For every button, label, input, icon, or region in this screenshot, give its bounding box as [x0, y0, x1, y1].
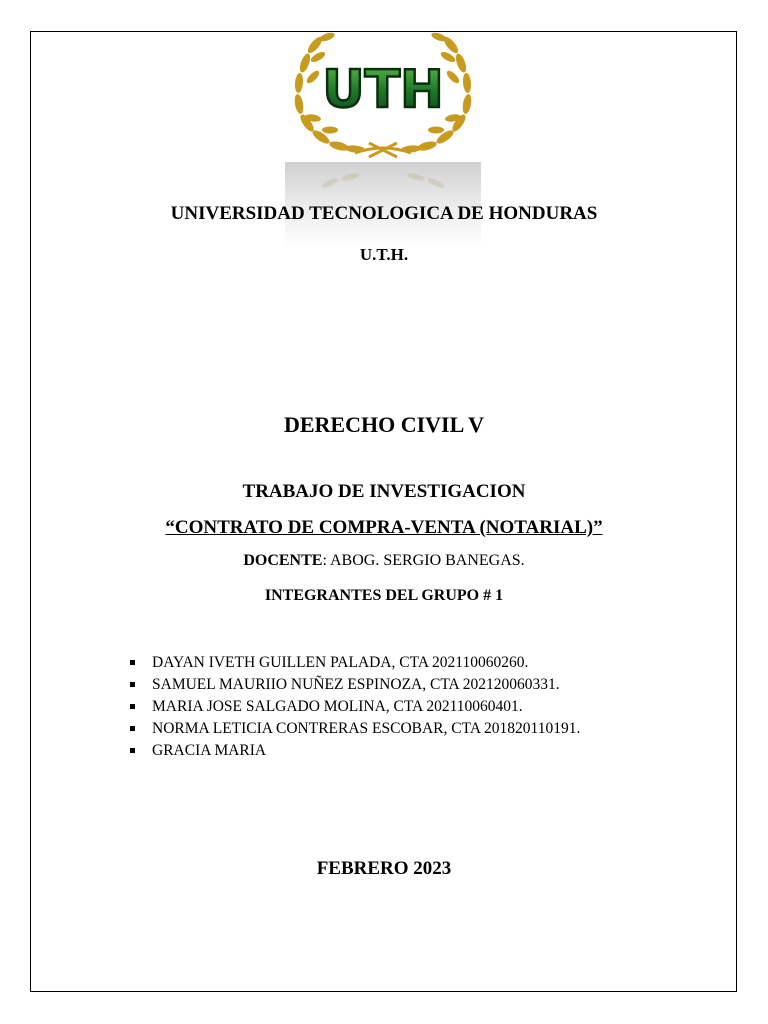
date: FEBRERO 2023	[316, 858, 452, 879]
university-abbreviation: U.T.H.	[359, 245, 409, 264]
teacher-line	[0, 552, 768, 570]
teacher-name: ABOG. SERGIO BANEGAS.	[330, 552, 525, 569]
svg-text:UTH: UTH	[322, 60, 444, 120]
teacher-label: DOCENTE	[243, 552, 323, 569]
list-item: DAYAN IVETH GUILLEN PALADA, CTA 202110060260.	[128, 652, 580, 674]
list-item: MARIA JOSE SALGADO MOLINA, CTA 202110060401.	[128, 696, 580, 718]
list-item: GRACIA MARIA	[128, 740, 580, 762]
list-item: NORMA LETICIA CONTRERAS ESCOBAR, CTA 201820110191.	[128, 718, 580, 740]
course-title: DERECHO CIVIL V	[283, 412, 485, 437]
teacher-separator: :	[322, 552, 330, 569]
work-type: TRABAJO DE INVESTIGACION	[242, 481, 526, 502]
group-heading: INTEGRANTES DEL GRUPO # 1	[264, 587, 504, 604]
university-name: UNIVERSIDAD TECNOLOGICA DE HONDURAS	[170, 203, 598, 224]
members-list	[128, 652, 580, 762]
work-title: “CONTRATO DE COMPRA-VENTA (NOTARIAL)”	[165, 517, 603, 538]
list-item: SAMUEL MAURIIO NUÑEZ ESPINOZA, CTA 202120060331.	[128, 674, 580, 696]
